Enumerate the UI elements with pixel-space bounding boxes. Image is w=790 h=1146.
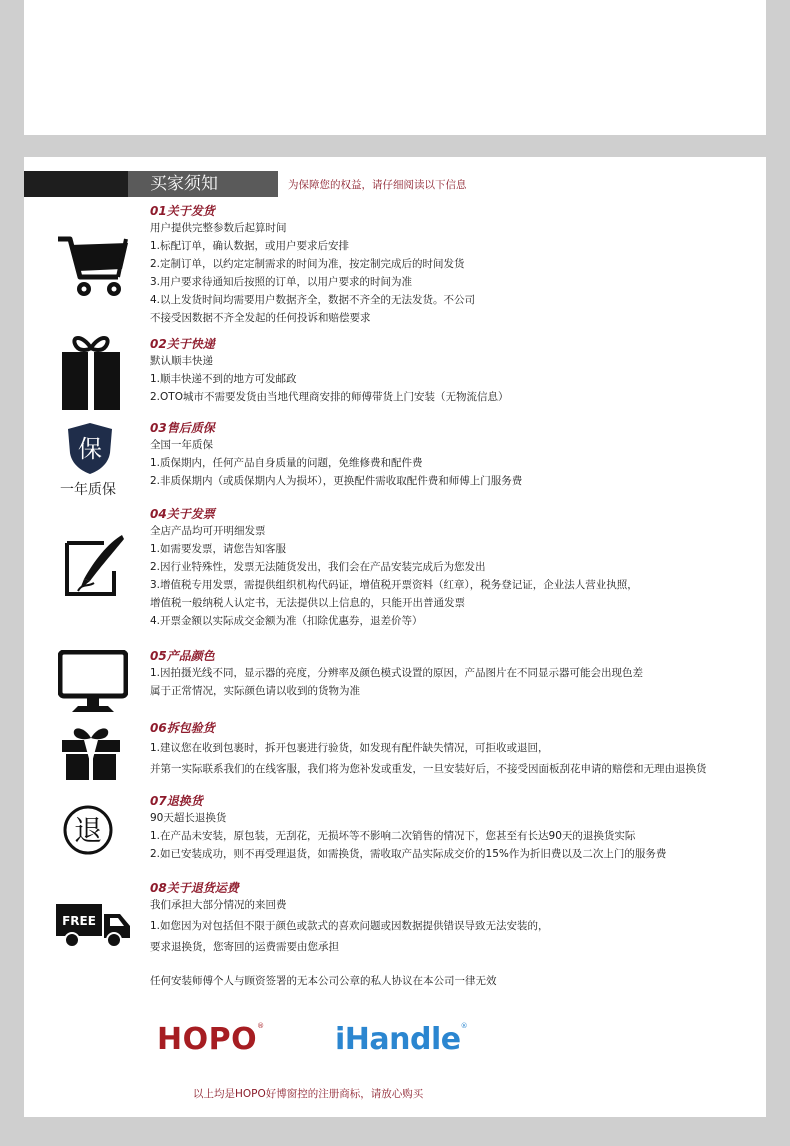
section-express xyxy=(150,336,508,406)
section-title: 04关于发票 xyxy=(150,507,215,521)
section-line: 2.如已安装成功，则不再受理退货，如需换货，需收取产品实际成交价的15%作为折旧费以及二次上门的服务费 xyxy=(150,848,667,860)
section-returns xyxy=(150,793,666,863)
monitor-icon xyxy=(58,650,128,714)
section-line: 3.用户要求待通知后按照的订单，以用户要求的时间为准 xyxy=(150,276,413,288)
section-line: 增值税一般纳税人认定书，无法提供以上信息的，只能开出普通发票 xyxy=(150,597,465,609)
invoice-pen-icon xyxy=(64,533,126,597)
section-line: 2.定制订单，以约定定制需求的时间为准，按定制完成后的时间发货 xyxy=(150,258,465,270)
return-icon xyxy=(62,804,114,856)
section-line: 2.非质保期内（或质保期内人为损坏），更换配件需收取配件费和师傅上门服务费 xyxy=(150,475,523,487)
section-line: 并第一实际联系我们的在线客服，我们将为您补发或重发，一旦安装好后，不接受因面板刮花申请的赔偿和无理由退换货 xyxy=(150,763,707,775)
section-line: 属于正常情况，实际颜色请以收到的货物为准 xyxy=(150,685,360,697)
section-line: 90天超长退换货 xyxy=(150,812,227,824)
registered-mark: ® xyxy=(460,1022,468,1030)
section-title: 06拆包验货 xyxy=(150,721,215,735)
section-line: 1.如需要发票，请您告知客服 xyxy=(150,543,287,555)
final-note: 任何安装师傅个人与顾资签署的无本公司公章的私人协议在本公司一律无效 xyxy=(150,975,497,987)
gift-icon xyxy=(62,330,120,410)
section-title: 07退换货 xyxy=(150,794,203,808)
trademark-note: 以上均是HOPO好博窗控的注册商标，请放心购买 xyxy=(193,1088,424,1100)
section-line: 不接受因数据不齐全发起的任何投诉和赔偿要求 xyxy=(150,312,371,324)
section-shipping xyxy=(150,203,475,327)
return-glyph: 退 xyxy=(73,814,103,847)
free-label: FREE xyxy=(62,914,96,928)
ihandle-wordmark: iHandle xyxy=(335,1022,461,1057)
header-bar-dark xyxy=(24,171,128,197)
section-line: 1.标配订单，确认数据，或用户要求后安排 xyxy=(150,240,350,252)
section-line: 默认顺丰快递 xyxy=(150,355,213,367)
section-line: 1.顺丰快递不到的地方可发邮政 xyxy=(150,373,297,385)
section-line: 1.如您因为对包括但不限于颜色或款式的喜欢问题或因数据提供错误导致无法安装的， xyxy=(150,920,549,932)
section-title: 08关于退货运费 xyxy=(150,881,239,895)
section-color xyxy=(150,648,643,700)
top-panel xyxy=(24,0,766,135)
section-line: 1.质保期内，任何产品自身质量的问题，免维修费和配件费 xyxy=(150,457,423,469)
section-line: 用户提供完整参数后起算时间 xyxy=(150,222,287,234)
section-line: 我们承担大部分情况的来回费 xyxy=(150,899,287,911)
shopping-cart-icon xyxy=(56,233,132,299)
shield-glyph: 保 xyxy=(78,435,102,463)
section-invoice xyxy=(150,506,638,630)
hopo-wordmark: HOPO xyxy=(157,1022,258,1057)
section-title: 03售后质保 xyxy=(150,421,215,435)
section-line: 1.因拍摄光线不同，显示器的亮度，分辨率及颜色模式设置的原因，产品图片在不同显示器可能会出现色差 xyxy=(150,667,644,679)
section-line: 3.增值税专用发票，需提供组织机构代码证，增值税开票资料（红章），税务登记证，企业法人营业执照， xyxy=(150,579,638,591)
hopo-logo xyxy=(157,1022,265,1057)
section-line: 4.以上发货时间均需要用户数据齐全，数据不齐全的无法发货。不公司 xyxy=(150,294,476,306)
free-truck-icon xyxy=(56,902,132,950)
section-title: 01关于发货 xyxy=(150,204,215,218)
section-line: 全店产品均可开明细发票 xyxy=(150,525,266,537)
warranty-caption: 一年质保 xyxy=(60,482,116,498)
section-line: 2.因行业特殊性，发票无法随货发出，我们会在产品安装完成后为您发出 xyxy=(150,561,486,573)
package-bow-icon xyxy=(62,722,120,780)
section-inspection xyxy=(150,720,707,778)
section-line: 要求退换货，您寄回的运费需要由您承担 xyxy=(150,941,339,953)
section-title: 05产品颜色 xyxy=(150,649,215,663)
section-warranty xyxy=(150,420,522,490)
ihandle-logo xyxy=(335,1022,467,1057)
section-title: 02关于快递 xyxy=(150,337,215,351)
registered-mark: ® xyxy=(257,1022,265,1030)
section-line: 1.建议您在收到包裹时，拆开包裹进行验货，如发现有配件缺失情况，可拒收或退回， xyxy=(150,742,549,754)
section-line: 2.OTO城市不需要发货由当地代理商安排的师傅带货上门安装（无物流信息） xyxy=(150,391,509,403)
section-line: 4.开票金额以实际成交金额为准（扣除优惠券，退差价等） xyxy=(150,615,423,627)
section-return-shipping xyxy=(150,880,549,956)
shield-icon xyxy=(66,421,114,475)
header-note: 为保障您的权益，请仔细阅读以下信息 xyxy=(288,179,467,191)
section-line: 全国一年质保 xyxy=(150,439,213,451)
page-title: 买家须知 xyxy=(128,171,278,197)
section-line: 1.在产品未安装，原包装，无刮花，无损坏等不影响二次销售的情况下，您甚至有长达90天的退换货实际 xyxy=(150,830,636,842)
